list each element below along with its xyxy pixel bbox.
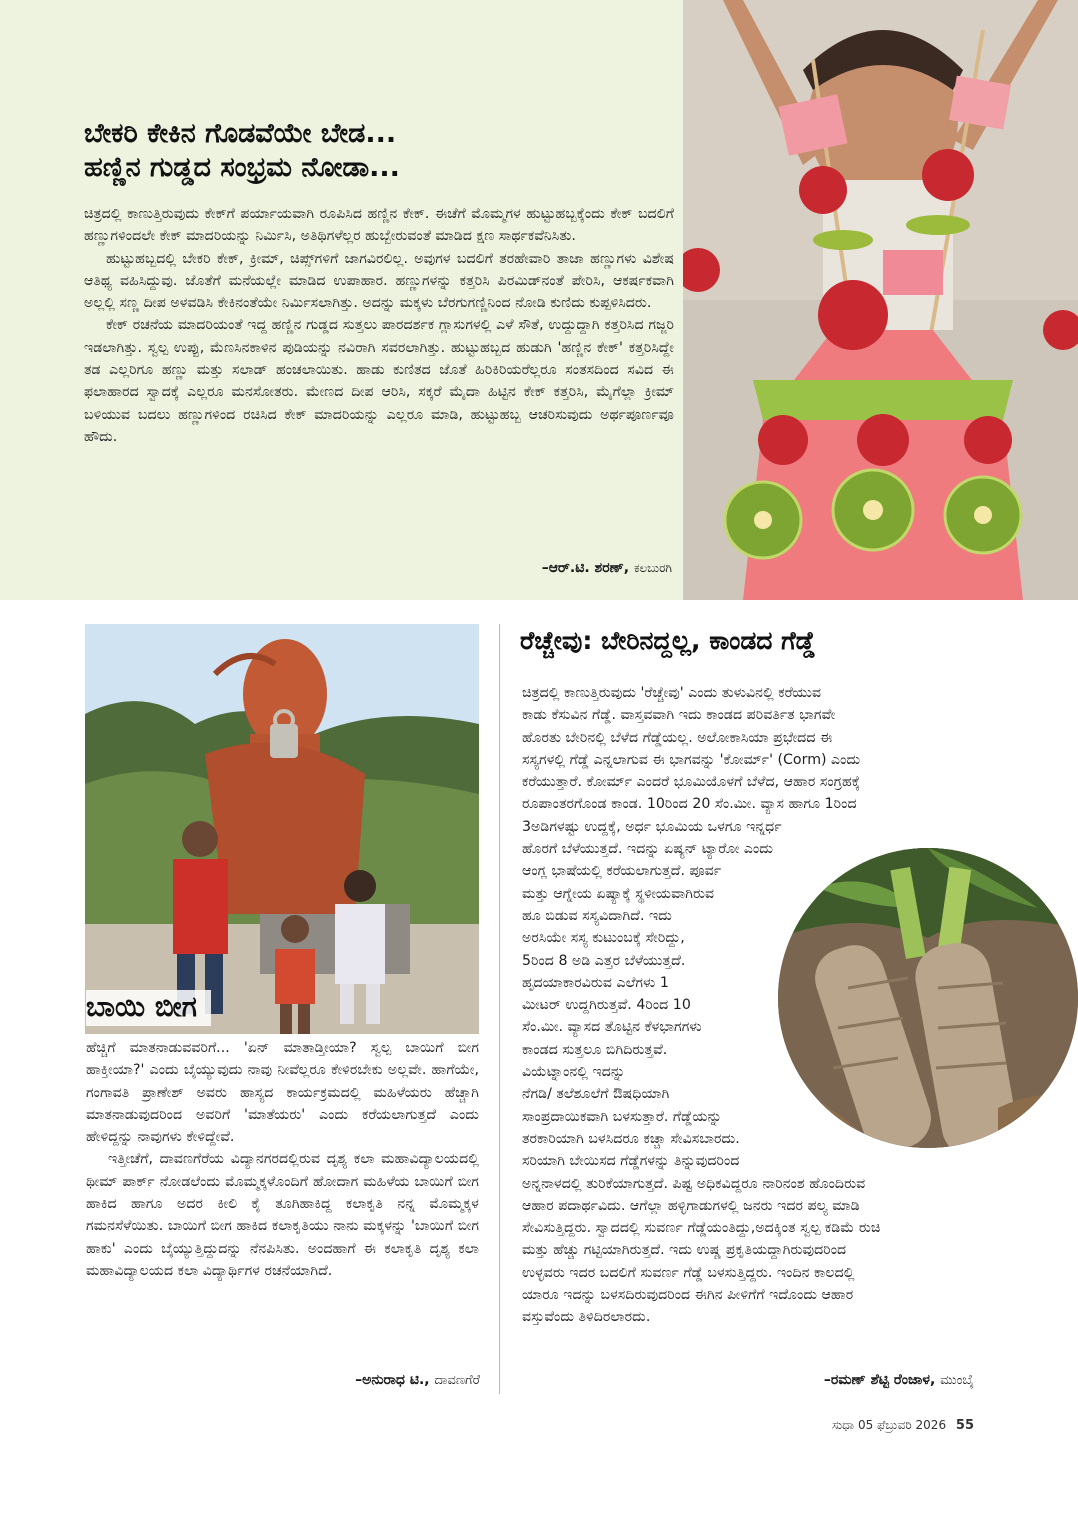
right-article-line: 3ಅಡಿಗಳಷ್ಟು ಉದ್ದಕ್ಕೆ, ಅರ್ಧ ಭೂಮಿಯ ಒಳಗೂ ಇನ್ನರ್ಧ — [522, 818, 782, 835]
right-article-line: ರೂಪಾಂತರಗೊಂಡ ಕಾಂಡ. 10ರಿಂದ 20 ಸೆಂ.ಮೀ. ವ್ಯಾಸ ಹಾಗೂ 1ರಿಂದ — [522, 796, 857, 813]
right-article-line: ಹೊರತು ಬೇರಿನಲ್ಲಿ ಬೆಳೆದ ಗೆಡ್ಡೆಯಲ್ಲ. ಅಲೋಕಾಸಿಯಾ ಪ್ರಭೇದದ ಈ — [522, 729, 833, 746]
right-article-line: ಮೀಟರ್ ಉದ್ದಗಿರುತ್ತವೆ. 4ರಿಂದ 10 — [522, 997, 691, 1014]
right-article-headline: ರೆಚ್ಚೇವು: ಬೇರಿನದ್ದಲ್ಲ, ಕಾಂಡದ ಗೆಡ್ಡೆ — [520, 626, 816, 655]
top-article-paragraph: ಚಿತ್ರದಲ್ಲಿ ಕಾಣುತ್ತಿರುವುದು ಕೇಕ್‌ಗೆ ಪರ್ಯಾಯವಾಗಿ ರೂಪಿಸಿದ ಹಣ್ಣಿನ ಕೇಕ್. ಈಚೆಗೆ ಮೊಮ್ಮಗಳ ಹುಟ್ಟುಹಬ್ಬಕ್ಕೆಂದು ಕೇಕ್ ಬದಲಿಗೆ ಹಣ್ಣುಗಳಿಂದಲೇ ಕೇಕ್ ಮಾದರಿಯನ್ನು ನಿರ್ಮಿಸಿ, ಅತಿಥಿಗಳೆಲ್ಲರ ಹುಬ್ಬೇರುವಂತೆ ಮಾಡಿದ ಕ್ಷಣ ಸಾರ್ಥಕವೆನಿಸಿತು. — [84, 206, 674, 245]
right-article-line: ಕರೆಯುತ್ತಾರೆ. ಕೋರ್ಮ್ ಎಂದರೆ ಭೂಮಿಯೊಳಗೆ ಬೆಳೆದ, ಆಹಾರ ಸಂಗ್ರಹಕ್ಕೆ — [522, 774, 861, 791]
right-article-line: ನೆಗಡಿ/ ತಲೆಶೂಲೆಗೆ ಔಷಧಿಯಾಗಿ — [522, 1086, 670, 1103]
fruit-cake-photo — [683, 0, 1078, 600]
author-place: ಕಲಬುರಗಿ — [633, 561, 672, 575]
right-article-line: ಯಾರೂ ಇದನ್ನು ಬಳಸದಿರುವುದರಿಂದ ಈಗಿನ ಪೀಳಿಗೆಗೆ ಇದೊಂದು ಆಹಾರ — [522, 1287, 854, 1304]
right-article-line: ಸಾಂಪ್ರದಾಯಿಕವಾಗಿ ಬಳಸುತ್ತಾರೆ. ಗೆಡ್ಡೆಯನ್ನು — [522, 1108, 722, 1125]
author-name: –ರಮಣ್ ಶೆಟ್ಟಿ ರೆಂಜಾಳ, — [823, 1372, 936, 1388]
right-article-body — [522, 682, 977, 1329]
right-article-line: ಮತ್ತು ಆಗ್ನೇಯ ಏಷ್ಯಾಕ್ಕೆ ಸ್ಥಳೀಯವಾಗಿರುವ — [522, 885, 715, 902]
right-article-line: ಕಾಂಡದ ಸುತ್ತಲೂ ಬಿಗಿದಿರುತ್ತವೆ. — [522, 1041, 668, 1058]
top-article-byline — [542, 560, 672, 576]
left-article-headline: ಬಾಯಿ ಬೀಗ — [86, 990, 211, 1026]
right-article-line: ಸೇವಿಸುತ್ತಿದ್ದರು. ಸ್ವಾದದಲ್ಲಿ ಸುವರ್ಣ ಗೆಡ್ಡೆಯಂತಿದ್ದು,ಅದಕ್ಕಿಂತ ಸ್ವಲ್ಪ ಕಡಿಮೆ ರುಚಿ — [522, 1220, 881, 1237]
top-article-headline-line2: ಹಣ್ಣಿನ ಗುಡ್ಡದ ಸಂಭ್ರಮ ನೋಡಾ... — [84, 152, 400, 183]
top-article-body — [84, 203, 674, 448]
left-article-paragraph: ಹೆಚ್ಚಿಗೆ ಮಾತನಾಡುವವರಿಗೆ... 'ಏನ್ ಮಾತಾಡ್ತೀಯಾ? ಸ್ವಲ್ಪ ಬಾಯಿಗೆ ಬೀಗ ಹಾಕ್ತೀಯಾ?' ಎಂದು ಬೈಯ್ಯುವುದು ನಾವು ನೀವೆಲ್ಲರೂ ಕೇಳಿರಬೇಕು ಅಲ್ಲವೇ. ಹಾಗೆಯೇ, ಗಂಗಾವತಿ ಪ್ರಾಣೇಶ್ ಅವರು ಹಾಸ್ಯದ ಕಾರ್ಯಕ್ರಮದಲ್ಲಿ ಮಹಿಳೆಯರು ಹೆಚ್ಚಾಗಿ ಮಾತನಾಡುವುದರಿಂದ ಅವರಿಗೆ 'ಮಾತೆಯರು' ಎಂದು ಕರೆಯಲಾಗುತ್ತದೆ ಎಂದು ಹೇಳಿದ್ದನ್ನು ನಾವುಗಳು ಕೇಳಿದ್ದೇವೆ. — [86, 1040, 479, 1146]
right-article-line: ಹೊರಗೆ ಬೆಳೆಯುತ್ತದೆ. ಇದನ್ನು ಏಷ್ಯನ್ ಟ್ಯಾರೋ ಎಂದು — [522, 841, 773, 858]
right-article-line: ಮತ್ತು ಹೆಚ್ಚು ಗಟ್ಟಿಯಾಗಿರುತ್ತದೆ. ಇದು ಉಷ್ಣ ಪ್ರಕೃತಿಯದ್ದಾಗಿರುವುದರಿಂದ — [522, 1242, 847, 1259]
author-name: –ಆರ್.ಟಿ. ಶರಣ್, — [541, 560, 630, 576]
left-article-paragraph: ಇತ್ತೀಚೆಗೆ, ದಾವಣಗೆರೆಯ ವಿದ್ಯಾನಗರದಲ್ಲಿರುವ ದೃಶ್ಯ ಕಲಾ ಮಹಾವಿದ್ಯಾಲಯದಲ್ಲಿ ಥೀಮ್ ಪಾರ್ಕ್ ನೋಡಲೆಂದು ಮೊಮ್ಮಕ್ಕಳೊಂದಿಗೆ ಹೋದಾಗ ಮಹಿಳೆಯ ಬಾಯಿಗೆ ಬೀಗ ಹಾಕಿದ ಹಾಗೂ ಅದರ ಕೀಲಿ ಕೈ ತೂಗಿಹಾಕಿದ್ದ ಕಲಾಕೃತಿ ನನ್ನ ಮೊಮ್ಮಕ್ಕಳ ಗಮನಸೆಳೆಯಿತು. ಬಾಯಿಗೆ ಬೀಗ ಹಾಕಿದ ಕಲಾಕೃತಿಯು ನಾನು ಮಕ್ಕಳನ್ನು 'ಬಾಯಿಗೆ ಬೀಗ ಹಾಕು' ಎಂದು ಬೈಯ್ಯುತ್ತಿದ್ದುದನ್ನು ನೆನಪಿಸಿತು. ಅಂದಹಾಗೆ ಈ ಕಲಾಕೃತಿ ದೃಶ್ಯ ಕಲಾ ಮಹಾವಿದ್ಯಾಲಯದ ಕಲಾ ವಿದ್ಯಾರ್ಥಿಗಳ ರಚನೆಯಾಗಿದೆ. — [86, 1151, 479, 1279]
right-article-line: ಹೃದಯಾಕಾರವಿರುವ ಎಲೆಗಳು 1 — [522, 974, 669, 991]
right-article-line: ಅರಸಿಯೇ ಸಸ್ಯ ಕುಟುಂಬಕ್ಕೆ ಸೇರಿದ್ದು, — [522, 930, 685, 947]
issue-label: ಸುಧಾ 05 ಫೆಬ್ರುವರಿ 2026 — [831, 1418, 947, 1432]
locked-mouth-statue-photo — [85, 624, 479, 1034]
top-article-paragraph: ಕೇಕ್ ರಚನೆಯ ಮಾದರಿಯಂತೆ ಇದ್ದ ಹಣ್ಣಿನ ಗುಡ್ಡದ ಸುತ್ತಲು ಪಾರದರ್ಶಕ ಗ್ಲಾಸುಗಳಲ್ಲಿ ಎಳೆ ಸೌತೆ, ಉದ್ದುದ್ದಾಗಿ ಕತ್ತರಿಸಿದ ಗಜ್ಜರಿ ಇಡಲಾಗಿತ್ತು. ಸ್ವಲ್ಪ ಉಪ್ಪು, ಮೆಣಸಿನಕಾಳಿನ ಪುಡಿಯನ್ನು ನವಿರಾಗಿ ಸವರಲಾಗಿತ್ತು. ಹುಟ್ಟುಹಬ್ಬದ ಹುಡುಗಿ 'ಹಣ್ಣಿನ ಕೇಕ್' ಕತ್ತರಿಸಿದ್ದೇ ತಡ ಎಲ್ಲರಿಗೂ ಹಣ್ಣು ಮತ್ತು ಸಲಾಡ್ ಹಂಚಲಾಯಿತು. ಹಾಡು ಕುಣಿತದ ಜೊತೆ ಹಿರಿಕಿರಿಯರೆಲ್ಲರೂ ಸಂತಸದಿಂದ ಸವಿದ ಈ ಫಲಾಹಾರದ ಸ್ವಾದಕ್ಕೆ ಎಲ್ಲರೂ ಮನಸೋತರು. ಮೇಣದ ದೀಪ ಆರಿಸಿ, ಸಕ್ಕರೆ ಮೈದಾ ಹಿಟ್ಟಿನ ಕೇಕ್ ಕತ್ತರಿಸಿ, ಮೈಗೆಲ್ಲಾ ಕ್ರೀಮ್ ಬಳಿಯುವ ಬದಲು ಹಣ್ಣುಗಳಿಂದ ರಚಿಸಿದ ಕೇಕ್ ಮಾದರಿಯನ್ನು ಎಲ್ಲರೂ ಮಾಡಿ, ಹುಟ್ಟುಹಬ್ಬ ಆಚರಿಸುವುದು ಅರ್ಥಪೂರ್ಣವೂ ಹೌದು. — [84, 317, 674, 445]
right-article-line: ಉಳ್ಳವರು ಇದರ ಬದಲಿಗೆ ಸುವರ್ಣ ಗೆಡ್ಡೆ ಬಳಸುತ್ತಿದ್ದರು. ಇಂದಿನ ಕಾಲದಲ್ಲಿ — [522, 1264, 855, 1281]
right-article-line: ಹೂ ಬಿಡುವ ಸಸ್ಯವಿದಾಗಿದೆ. ಇದು — [522, 907, 672, 924]
right-article-line: ಕಾಡು ಕೆಸುವಿನ ಗೆಡ್ಡೆ. ವಾಸ್ತವವಾಗಿ ಇದು ಕಾಂಡದ ಪರಿವರ್ತಿತ ಭಾಗವೇ — [522, 707, 836, 724]
right-article-line: 5ರಿಂದ 8 ಅಡಿ ಎತ್ತರ ಬೆಳೆಯುತ್ತದೆ. — [522, 952, 686, 969]
right-article-line: ಸೆಂ.ಮೀ. ವ್ಯಾಸದ ತೊಟ್ಟಿನ ಕೆಳಭಾಗಗಳು — [522, 1019, 702, 1036]
author-name: –ಅನುರಾಧ ಟಿ., — [355, 1372, 430, 1388]
top-article-headline-line1: ಬೇಕರಿ ಕೇಕಿನ ಗೊಡವೆಯೇ ಬೇಡ... — [84, 118, 397, 149]
right-article-line: ಸರಿಯಾಗಿ ಬೇಯಿಸದ ಗೆಡ್ಡೆಗಳನ್ನು ತಿನ್ನುವುದರಿಂದ — [522, 1153, 740, 1170]
author-place: ದಾವಣಗೆರೆ — [434, 1373, 480, 1388]
left-article-body — [86, 1037, 479, 1282]
top-article-paragraph: ಹುಟ್ಟುಹಬ್ಬದಲ್ಲಿ ಬೇಕರಿ ಕೇಕ್, ಕ್ರೀಮ್, ಚಿಪ್ಸ್‌ಗಳಿಗೆ ಜಾಗವಿರಲಿಲ್ಲ. ಅವುಗಳ ಬದಲಿಗೆ ತರಹೇವಾರಿ ತಾಜಾ ಹಣ್ಣುಗಳು ವಿಶೇಷ ಆತಿಥ್ಯ ವಹಿಸಿದ್ದುವು. ಜೊತೆಗೆ ಮನೆಯಲ್ಲೇ ಮಾಡಿದ ಉಪಾಹಾರ. ಹಣ್ಣುಗಳನ್ನು ಕತ್ತರಿಸಿ ಪಿರಮಿಡ್‌ನಂತೆ ಪೇರಿಸಿ, ಆಕರ್ಷಕವಾಗಿ ಅಲ್ಲಲ್ಲಿ ಸಣ್ಣ ದೀಪ ಅಳವಡಿಸಿ ಕೇಕಿನಂತೆಯೇ ನಿರ್ಮಿಸಲಾಗಿತ್ತು. ಅದನ್ನು ಮಕ್ಕಳು ಬೆರಗುಗಣ್ಣಿನಿಂದ ನೋಡಿ ಕುಣಿದು ಕುಪ್ಪಳಿಸಿದರು. — [84, 250, 674, 312]
author-place: ಮುಂಬೈ — [940, 1373, 974, 1388]
left-article-byline — [355, 1372, 480, 1388]
right-article-line: ವಿಯೆಟ್ನಾಂನಲ್ಲಿ ಇದನ್ನು — [522, 1064, 626, 1081]
right-article-line: ಅನ್ನನಾಳದಲ್ಲಿ ತುರಿಕೆಯಾಗುತ್ತದೆ. ಪಿಷ್ಟ ಅಧಿಕವಿದ್ದರೂ ನಾರಿನಂಶ ಹೊಂದಿರುವ — [522, 1175, 866, 1192]
right-article-line: ಸಸ್ಯಗಳಲ್ಲಿ ಗೆಡ್ಡೆ ಎನ್ನಲಾಗುವ ಈ ಭಾಗವನ್ನು 'ಕೋರ್ಮ್' (Corm) ಎಂದು — [522, 751, 861, 768]
column-divider — [499, 624, 500, 1394]
page-number: 55 — [955, 1418, 974, 1433]
right-article-byline — [824, 1372, 974, 1388]
right-article-line: ವಸ್ತುವೆಂದು ತಿಳಿದಿರಲಾರದು. — [522, 1309, 651, 1326]
right-article-line: ತರಕಾರಿಯಾಗಿ ಬಳಸಿದರೂ ಕಚ್ಚಾ ಸೇವಿಸಬಾರದು. — [522, 1130, 740, 1147]
right-article-line: ಆಹಾರ ಪದಾರ್ಥವಿದು. ಆಗೆಲ್ಲಾ ಹಳ್ಳಿಗಾಡುಗಳಲ್ಲಿ ಜನರು ಇದರ ಪಲ್ಯ ಮಾಡಿ — [522, 1197, 860, 1214]
right-article-line: ಆಂಗ್ಲ ಭಾಷೆಯಲ್ಲಿ ಕರೆಯಲಾಗುತ್ತದೆ. ಪೂರ್ವ — [522, 863, 722, 880]
page-footer — [832, 1418, 974, 1433]
right-article-line: ಚಿತ್ರದಲ್ಲಿ ಕಾಣುತ್ತಿರುವುದು 'ರೆಚ್ಚೇವು' ಎಂದು ತುಳುವಿನಲ್ಲಿ ಕರೆಯುವ — [522, 685, 822, 701]
